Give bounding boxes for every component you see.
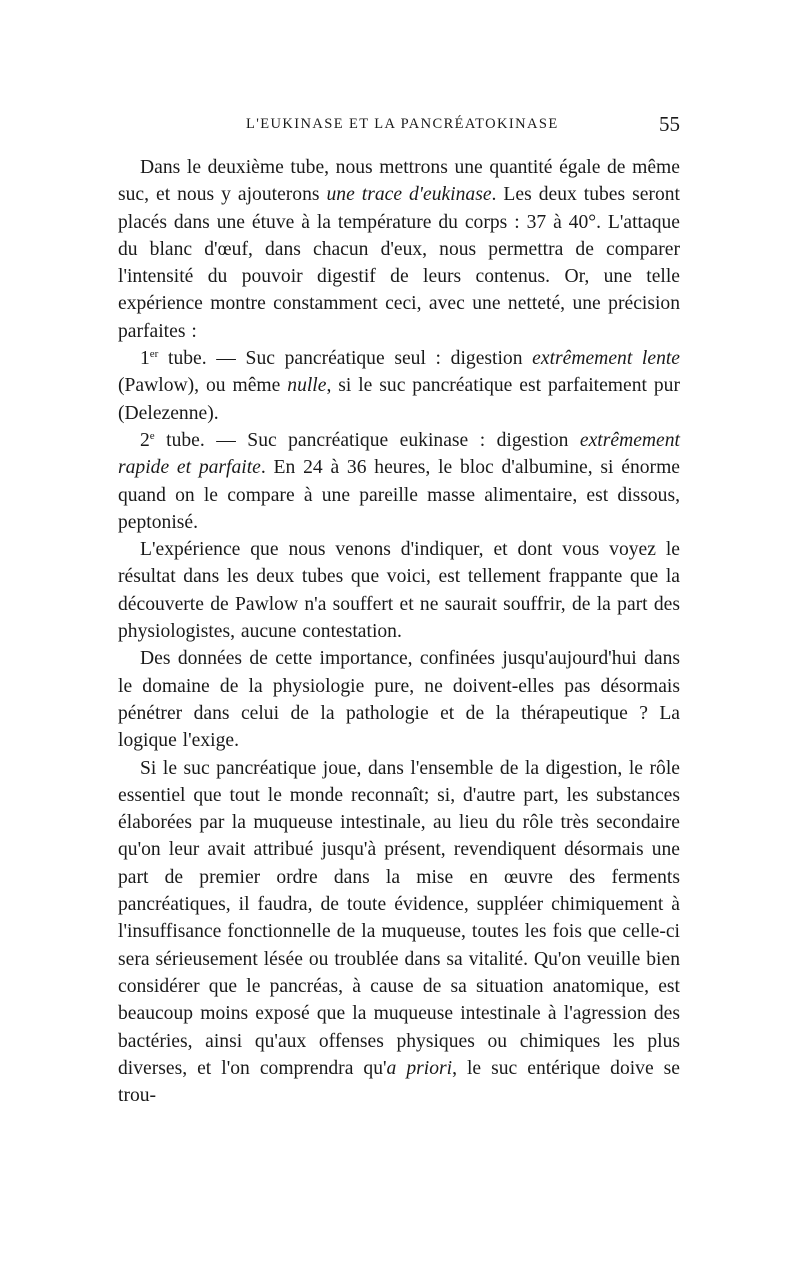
tube-2-number: 2 (140, 429, 150, 451)
paragraph-1 (118, 154, 680, 345)
paragraph-6-text-a: Si le suc pancréatique joue, dans l'ensemble de la digestion, le rôle essentiel que tout le monde reconnaît; si, d'autre part, les substances élaborées par la muqueuse intestinale, au lieu du rôle très secondaire qu'on leur avait attribué jusqu'à présent, revendiquent désormais une part de premier ordre dans la mise en œuvre des ferments pancréatiques, il faudra, de toute évidence, suppléer chimiquement à l'insuffisance fonctionnelle de la muqueuse, toutes les fois que celle-ci sera sérieusement lésée ou troublée dans sa vitalité. Qu'on veuille bien considérer que le pancréas, à cause de sa situation anatomique, est beaucoup moins exposé que la muqueuse intestinale à l'agression des bactéries, ainsi qu'aux offenses physiques ou chimiques les plus diverses, et l'on comprendra qu' (118, 757, 680, 1079)
paragraph-2-italic-b: extrêmement lente (532, 348, 681, 370)
paragraph-3-text-c: . En 24 à 36 heures, le bloc d'albumine, si énorme quand on le compare à une pareille masse alimentaire, est dissous, peptonisé. (118, 457, 681, 533)
paragraph-2-italic-d: nulle (287, 375, 327, 397)
paragraph-2-text-c: (Pawlow), ou même (118, 375, 288, 397)
running-title: L'EUKINASE ET LA PANCRÉATOKINASE (246, 116, 559, 132)
paragraph-1-italic: une trace d'eukinase (326, 184, 492, 206)
paragraph-6 (118, 755, 680, 1110)
paragraph-1-text-a: Dans le deuxième tube, nous mettrons une quantité égale de même suc, et nous y ajouterons (118, 157, 680, 206)
body-text (118, 154, 680, 1109)
tube-2-ordinal: e (149, 429, 155, 442)
paragraph-2 (118, 345, 680, 427)
paragraph-3-italic: extrêmement rapide et parfaite (118, 429, 680, 479)
paragraph-5: Des données de cette importance, confinées jusqu'aujourd'hui dans le domaine de la physiologie pure, ne doivent-elles pas désormais pénétrer dans celui de la pathologie et de la thérapeutique ? La logique l'exige. (118, 648, 680, 752)
tube-1-number: 1 (140, 348, 150, 370)
page-number: 55 (659, 112, 680, 136)
paragraph-2-text-e: , si le suc pancréatique est parfaitement pur (Delezenne). (118, 375, 680, 424)
paragraph-2-text-a: tube. — Suc pancréatique seul : digestion (158, 348, 533, 370)
paragraph-4: L'expérience que nous venons d'indiquer, et dont vous voyez le résultat dans les deux tubes que voici, est tellement frappante que la découverte de Pawlow n'a souffert et ne saurait souffrir, de la part des physiologistes, aucune contestation. (118, 539, 680, 643)
paragraph-6-text-c: , le suc entérique doive se trou- (118, 1057, 680, 1107)
tube-1-ordinal: er (149, 348, 159, 361)
paragraph-3-text-a: tube. — Suc pancréatique eukinase : digestion (154, 429, 580, 451)
paragraph-1-text-c: . Les deux tubes seront placés dans une étuve à la température du corps : 37 à 40°. L'attaque du blanc d'œuf, dans chacun d'eux, nous permettra de comparer l'intensité du pouvoir digestif de leurs contenus. Or, une telle expérience montre constamment ceci, avec une netteté, une précision parfaites : (118, 184, 680, 342)
paragraph-6-italic: a priori (386, 1057, 453, 1079)
running-head (118, 112, 680, 140)
paragraph-3 (118, 427, 680, 536)
